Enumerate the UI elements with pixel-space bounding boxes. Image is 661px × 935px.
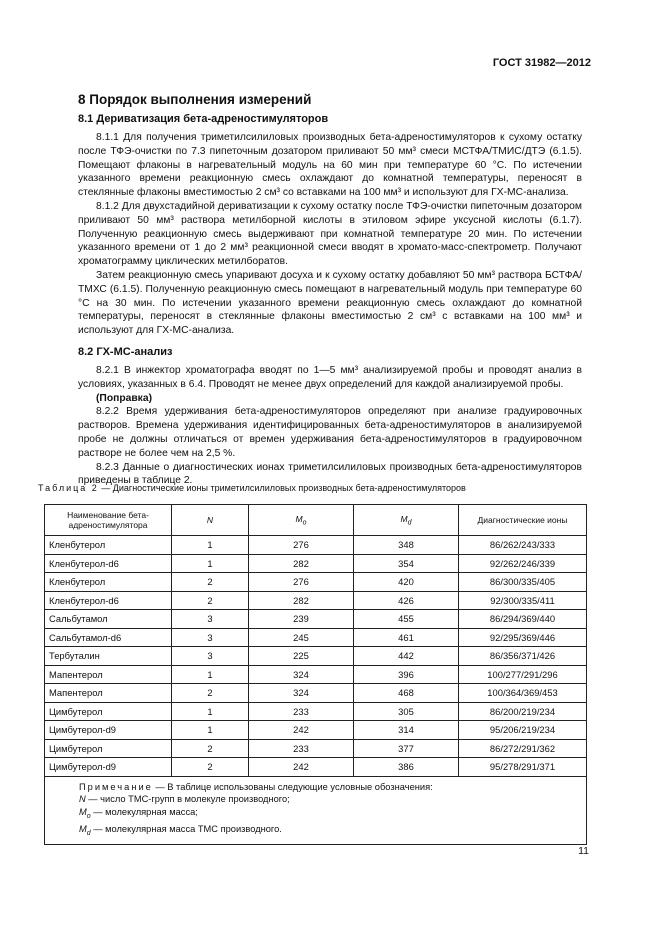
- note-md-definition: — молекулярная масса ТМС производного.: [90, 823, 282, 834]
- cell-mo: 239: [249, 610, 354, 629]
- cell-md: 354: [354, 554, 459, 573]
- cell-ions: 86/262/243/333: [459, 536, 587, 555]
- cell-ions: 86/272/291/362: [459, 739, 587, 758]
- paragraph-8-2-1: 8.2.1 В инжектор хроматографа вводят по 1—5 мм³ анализируемой пробы и проводят анализ в условиях, указанных в 6.4. Проводят не менее двух определений для каждой анализируемой пробы.: [78, 364, 582, 390]
- cell-n: 2: [172, 573, 249, 592]
- table-row: [45, 684, 587, 703]
- cell-name: Цимбутерол-d9: [45, 721, 172, 740]
- note-n-definition: — число ТМС-групп в молекуле производного;: [85, 794, 290, 804]
- cell-md: 468: [354, 684, 459, 703]
- cell-mo: 276: [249, 536, 354, 555]
- cell-ions: 92/295/369/446: [459, 628, 587, 647]
- table-row: [45, 591, 587, 610]
- cell-name: Кленбутерол-d6: [45, 591, 172, 610]
- cell-md: 461: [354, 628, 459, 647]
- cell-md: 377: [354, 739, 459, 758]
- cell-mo: 282: [249, 591, 354, 610]
- cell-md: 426: [354, 591, 459, 610]
- cell-mo: 233: [249, 702, 354, 721]
- cell-name: Цимбутерол-d9: [45, 758, 172, 777]
- cell-n: 1: [172, 702, 249, 721]
- cell-n: 3: [172, 610, 249, 629]
- cell-md: 442: [354, 647, 459, 666]
- paragraph-8-1-2: 8.1.2 Для двухстадийной дериватизации к сухому остатку после ТФЭ-очистки пипеточным дозатором приливают 50 мм³ раствора метилборной кислоты в этиловом эфире уксусной кислоты (6.1.7). Полученную реакционную смесь выдерживают при комнатной температуре 20 мин. По истечении указанного времени от 1 до 2 мм³ реакционной смеси вводят в хромато-масс-спектрометр. Получают хроматограмму циклических метилборатов.: [78, 200, 582, 268]
- cell-ions: 86/294/369/440: [459, 610, 587, 629]
- table-row: [45, 739, 587, 758]
- cell-mo: 233: [249, 739, 354, 758]
- cell-mo: 242: [249, 721, 354, 740]
- section-title: 8 Порядок выполнения измерений: [78, 92, 312, 107]
- subsection-title-8-1: 8.1 Дериватизация бета-адреностимуляторов: [78, 113, 329, 125]
- cell-md: 305: [354, 702, 459, 721]
- page-number: 11: [578, 845, 589, 857]
- cell-n: 2: [172, 684, 249, 703]
- table-row: [45, 647, 587, 666]
- cell-md: 314: [354, 721, 459, 740]
- cell-mo: 276: [249, 573, 354, 592]
- cell-n: 1: [172, 721, 249, 740]
- cell-n: 1: [172, 554, 249, 573]
- cell-n: 1: [172, 665, 249, 684]
- cell-n: 2: [172, 758, 249, 777]
- table-note: Примечание — В таблице использованы следующие условные обозначения: N — число ТМС-групп в молекуле производного; $M_o$ — молекулярная масса; $M_d$ — молекулярная масса ТМС производного.: [45, 776, 587, 845]
- cell-ions: 95/206/219/234: [459, 721, 587, 740]
- table-row: [45, 610, 587, 629]
- cell-ions: 100/364/369/453: [459, 684, 587, 703]
- cell-md: 420: [354, 573, 459, 592]
- table-row: [45, 573, 587, 592]
- column-header-mo: $M_o$: [249, 505, 354, 536]
- cell-mo: 324: [249, 665, 354, 684]
- table-row: [45, 536, 587, 555]
- cell-name: Кленбутерол: [45, 536, 172, 555]
- column-header-name: Наименование бета-адреностимулятора: [45, 505, 172, 536]
- document-code: ГОСТ 31982—2012: [492, 57, 591, 69]
- cell-name: Кленбутерол-d6: [45, 554, 172, 573]
- table-caption: [38, 483, 466, 493]
- cell-name: Мапентерол: [45, 665, 172, 684]
- cell-mo: 324: [249, 684, 354, 703]
- cell-mo: 245: [249, 628, 354, 647]
- cell-ions: 100/277/291/296: [459, 665, 587, 684]
- cell-n: 2: [172, 591, 249, 610]
- cell-ions: 95/278/291/371: [459, 758, 587, 777]
- paragraph-8-2-3: 8.2.3 Данные о диагностических ионах триметилсилиловых производных бета-адреностимуляторов приведены в таблице 2.: [78, 461, 582, 487]
- table-caption-text: — Диагностические ионы триметилсилиловых производных бета-адреностимуляторов: [98, 483, 466, 493]
- cell-mo: 242: [249, 758, 354, 777]
- cell-name: Мапентерол: [45, 684, 172, 703]
- cell-name: Цимбутерол: [45, 702, 172, 721]
- cell-md: 348: [354, 536, 459, 555]
- cell-name: Кленбутерол: [45, 573, 172, 592]
- cell-name: Сальбутамол: [45, 610, 172, 629]
- amendment-note: (Поправка): [96, 392, 152, 404]
- cell-name: Сальбутамол-d6: [45, 628, 172, 647]
- table-row: [45, 721, 587, 740]
- table-row: [45, 628, 587, 647]
- cell-ions: 92/300/335/411: [459, 591, 587, 610]
- note-intro: — В таблице использованы следующие условные обозначения:: [152, 781, 433, 792]
- cell-mo: 282: [249, 554, 354, 573]
- paragraph-8-1-2-continued: Затем реакционную смесь упаривают досуха и к сухому остатку добавляют 50 мм³ раствора БСТФА/ТМХС (6.1.5). Полученную реакционную смесь помещают в нагревательный модуль при температуре 60 °С на 30 мин. По истечении указанного времени реакционную смесь охлаждают до комнатной температуры, переносят в стеклянные флаконы вместимостью 2 см³ с вставками на 100 мм³ и используют для ГХ-МС-анализа.: [78, 269, 582, 337]
- cell-mo: 225: [249, 647, 354, 666]
- note-label: Примечание: [79, 781, 153, 792]
- cell-name: Тербуталин: [45, 647, 172, 666]
- cell-ions: 92/262/246/339: [459, 554, 587, 573]
- cell-name: Цимбутерол: [45, 739, 172, 758]
- cell-md: 386: [354, 758, 459, 777]
- cell-md: 455: [354, 610, 459, 629]
- document-body: [78, 92, 582, 488]
- paragraph-8-2-2: 8.2.2 Время удерживания бета-адреностимуляторов определяют при анализе градуировочных растворов. Времена удерживания идентифицированных бета-адреностимуляторов в анализируемой пробе не должны отличаться от времен удерживания бета-адреностимуляторов в градуировочном растворе не более чем на 2,5 %.: [78, 406, 582, 459]
- cell-n: 1: [172, 536, 249, 555]
- table-row: [45, 758, 587, 777]
- table-row: [45, 702, 587, 721]
- diagnostic-ions-table: [44, 504, 587, 845]
- cell-n: 3: [172, 628, 249, 647]
- note-mo-definition: — молекулярная масса;: [90, 806, 198, 817]
- cell-n: 2: [172, 739, 249, 758]
- table-header-row: [45, 505, 587, 536]
- cell-ions: 86/300/335/405: [459, 573, 587, 592]
- table-row: [45, 665, 587, 684]
- paragraph-8-1-1: 8.1.1 Для получения триметилсилиловых производных бета-адреностимуляторов к сухому остатку после ТФЭ-очистки по 7.3 пипеточным дозатором приливают 50 мм³ смеси МСТФА/ТМИС/ДТЭ (6.1.5). Помещают флаконы в нагревательный модуль на 60 мин при температуре 60 °С. По истечении указанного времени реакционную смесь охлаждают до комнатной температуры, переносят в стеклянные флаконы вместимостью 2 см³ со вставками на 100 мм³ и используют для ГХ-МС-анализа.: [78, 132, 582, 199]
- cell-n: 3: [172, 647, 249, 666]
- column-header-n: N: [172, 505, 249, 536]
- table-label: Таблица 2: [38, 483, 99, 493]
- cell-ions: 86/200/219/234: [459, 702, 587, 721]
- cell-md: 396: [354, 665, 459, 684]
- table-row: [45, 554, 587, 573]
- column-header-md: $M_d$: [354, 505, 459, 536]
- cell-ions: 86/356/371/426: [459, 647, 587, 666]
- subsection-title-8-2: 8.2 ГХ-МС-анализ: [78, 345, 173, 358]
- column-header-ions: Диагностические ионы: [459, 505, 587, 536]
